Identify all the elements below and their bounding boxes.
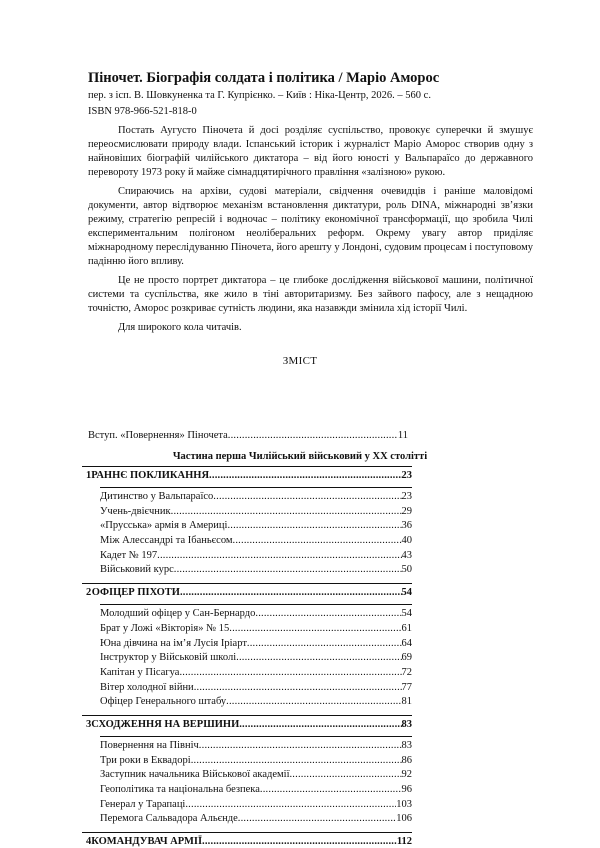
chapter-divider <box>100 487 412 488</box>
isbn: ISBN 978-966-521-818-0 <box>88 106 197 117</box>
chapter-title: КОМАНДУВАЧ АРМІЇ <box>91 836 203 848</box>
chapter-title: СХОДЖЕННЯ НА ВЕРШИНИ <box>91 718 240 730</box>
section-title: Повернення на Північ <box>100 739 199 751</box>
section-title: Три роки в Еквадорі <box>100 754 191 766</box>
chapter-sections <box>82 491 412 579</box>
chapter-title: ОФІЦЕР ПІХОТИ <box>91 587 180 599</box>
toc-dot-leader <box>226 696 401 707</box>
section-page: 43 <box>401 549 412 561</box>
toc-section-entry <box>100 769 412 784</box>
abstract-paragraph: Спираючись на архіви, судові матеріали, свідчення очевидців і раніше маловідомі документи, автор відтворює механізм встановлення диктатури, роль DINA, міжнародні зв’язки режиму, стратегію репресій і водночас – політику економічної трансформації, що зробила Чилі експериментальним полігоном неоліберальних реформ. Окрему увагу автор приділяє міжнародному переслідуванню Піночета, його арешту у Лондоні, судовим процесам і поступовому падінню його впливу. <box>88 186 533 267</box>
toc-chapter-heading <box>82 719 412 736</box>
toc-dot-leader <box>202 836 397 847</box>
toc-dot-leader <box>238 813 396 824</box>
toc-section-entry <box>100 638 412 653</box>
toc-dot-leader <box>255 608 401 619</box>
section-title: «Прусська» армія в Америці <box>100 520 228 532</box>
toc-dot-leader <box>209 470 401 481</box>
toc-section-entry <box>100 667 412 682</box>
chapter-page: 83 <box>401 718 412 730</box>
toc-dot-leader <box>289 769 401 780</box>
abstract-paragraph: Це не просто портрет диктатора – це глибоке дослідження військової машини, політичної системи та суспільства, яке жило в тіні авторитаризму. Без зайвого пафосу, але з нещадною точністю, Аморос розкриває сутність людини, яка назавжди змінила хід історії Чилі. <box>88 275 533 314</box>
toc-dot-leader <box>229 623 401 634</box>
section-page: 36 <box>401 520 412 532</box>
toc-dot-leader <box>239 719 401 730</box>
chapter-number: 2 <box>86 587 92 599</box>
chapter-title: РАННЄ ПОКЛИКАННЯ <box>91 470 210 481</box>
section-page: 72 <box>401 666 412 678</box>
abstract-paragraph: Для широкого кола читачів. <box>118 322 242 333</box>
abstract-paragraph: Постать Аугусто Піночета й досі розділяє суспільство, провокує суперечки й змушує переосмислювати природу влади. Іспанський історик і журналіст Маріо Аморос створив одну з найновіших біографій чилійського диктатора – від його юності у Вальпараїсо до державного перевороту 1973 року й майже сімнадцятирічного правління «залізною» рукою. <box>88 125 533 178</box>
section-page: 103 <box>396 798 412 810</box>
toc-entry-page: 11 <box>397 430 408 441</box>
chapter-divider <box>100 604 412 605</box>
toc-chapter <box>82 466 412 583</box>
toc-chapter-heading <box>82 587 412 604</box>
toc-section-entry <box>100 520 412 535</box>
toc-section-entry <box>100 799 412 814</box>
book-title: Піночет. Біографія солдата і політика / Маріо Аморос <box>88 70 440 86</box>
translation-info: пер. з ісп. В. Шовкуненка та Г. Купрієнко. – Київ : Ніка-Центр, 2026. – 560 с. <box>88 90 431 101</box>
section-page: 106 <box>396 813 412 825</box>
toc-dot-leader <box>180 587 402 598</box>
toc-dot-leader <box>233 535 402 546</box>
section-page: 61 <box>401 622 412 634</box>
toc-section-entry <box>100 550 412 565</box>
toc-dot-leader <box>157 550 401 561</box>
toc-chapter-heading <box>82 836 412 848</box>
section-title: Геополітика та національна безпека <box>100 784 260 795</box>
section-page: 77 <box>401 681 412 693</box>
section-page: 92 <box>401 769 412 781</box>
toc-section-entry <box>100 755 412 770</box>
toc-dot-leader <box>260 784 402 795</box>
section-title: Капітан у Пісагуа <box>100 666 180 678</box>
section-title: Заступник начальника Військової академії <box>100 769 290 781</box>
chapter-page: 54 <box>401 587 412 599</box>
section-page: 69 <box>401 652 412 664</box>
toc-chapters <box>82 466 412 848</box>
section-title: Перемога Сальвадора Альєнде <box>100 813 238 825</box>
toc-entry-title: Вступ. «Повернення» Піночета <box>88 430 228 441</box>
toc-section-entry <box>100 564 412 579</box>
toc-dot-leader <box>191 755 402 766</box>
section-page: 64 <box>401 637 412 649</box>
chapter-number: 1 <box>86 470 92 481</box>
toc-section-entry <box>100 652 412 667</box>
section-page: 96 <box>401 784 412 795</box>
section-title: Вітер холодної війни <box>100 681 194 693</box>
toc-dot-leader <box>228 430 398 441</box>
section-title: Між Алессандрі та Ібаньєсом <box>100 535 233 547</box>
section-page: 40 <box>401 535 412 547</box>
toc-dot-leader <box>185 799 396 810</box>
chapter-page: 112 <box>396 836 412 848</box>
section-page: 50 <box>401 564 412 576</box>
toc-heading: ЗМІСТ <box>282 355 318 367</box>
toc-intro-entry <box>88 430 408 445</box>
toc-section-entry <box>100 623 412 638</box>
section-title: Дитинство у Вальпараїсо <box>100 491 214 502</box>
chapter-number: 3 <box>86 718 92 730</box>
chapter-page: 23 <box>401 470 412 481</box>
section-title: Юна дівчина на ім’я Лусія Іріарт <box>100 637 247 649</box>
section-page: 23 <box>401 491 412 502</box>
section-title: Генерал у Тарапаці <box>100 798 186 810</box>
toc-dot-leader <box>194 682 402 693</box>
section-page: 83 <box>401 739 412 751</box>
toc-chapter <box>82 832 412 848</box>
section-title: Брат у Ложі «Вікторія» № 15 <box>100 622 230 634</box>
section-title: Учень-двієчник <box>100 505 171 517</box>
toc-dot-leader <box>171 506 402 517</box>
section-page: 86 <box>401 754 412 766</box>
toc-section-entry <box>100 608 412 623</box>
toc-section-entry <box>100 491 412 506</box>
chapter-number: 4 <box>86 836 92 848</box>
section-page: 29 <box>401 505 412 517</box>
toc-dot-leader <box>174 564 402 575</box>
abstract <box>88 124 533 340</box>
toc-dot-leader <box>179 667 401 678</box>
toc-section-entry <box>100 784 412 799</box>
chapter-divider <box>100 736 412 737</box>
toc-dot-leader <box>236 652 401 663</box>
section-page: 81 <box>401 696 412 708</box>
toc-dot-leader <box>247 638 402 649</box>
section-title: Офіцер Генерального штабу <box>100 696 227 708</box>
section-title: Молодший офіцер у Сан-Бернардо <box>100 608 256 620</box>
toc-dot-leader <box>199 740 402 751</box>
toc-dot-leader <box>227 520 401 531</box>
section-title: Кадет № 197 <box>100 549 158 561</box>
toc-section-entry <box>100 696 412 711</box>
toc-section-entry <box>100 813 412 828</box>
toc-chapter <box>82 583 412 715</box>
section-page: 54 <box>401 608 412 620</box>
chapter-sections <box>82 608 412 711</box>
toc-section-entry <box>100 535 412 550</box>
section-title: Інструктор у Військовій школі <box>100 652 237 664</box>
toc-part-heading: Частина перша Чилійський військовий у XX столітті <box>172 451 428 462</box>
toc-chapter <box>82 715 412 832</box>
toc-section-entry <box>100 740 412 755</box>
toc-dot-leader <box>213 491 401 502</box>
toc-section-entry <box>100 506 412 521</box>
toc-section-entry <box>100 682 412 697</box>
chapter-sections <box>82 740 412 828</box>
toc-chapter-heading <box>82 470 412 487</box>
section-title: Військовий курс <box>100 564 174 576</box>
